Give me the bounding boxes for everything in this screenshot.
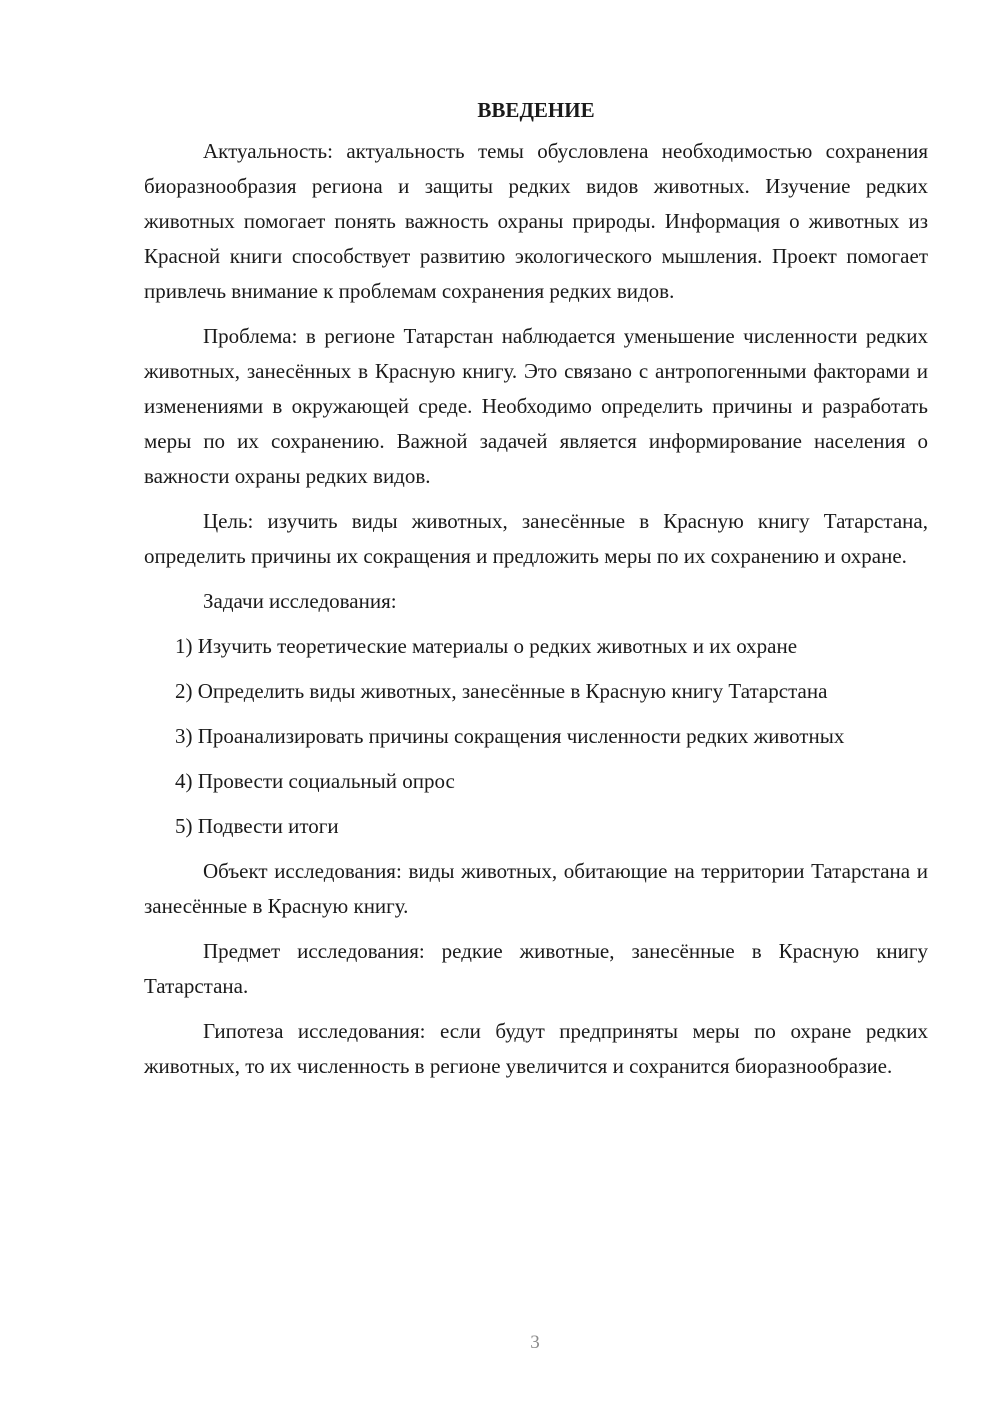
goal-paragraph: Цель: изучить виды животных, занесённые в Красную книгу Татарстана, определить причины их сокращения и предложить меры по их сохранению и охране. bbox=[144, 509, 928, 568]
problem-paragraph: Проблема: в регионе Татарстан наблюдается уменьшение численности редких животных, занесённых в Красную книгу. Это связано с антропогенными факторами и изменениями в окружающей среде. Необходимо определить причины и разработать меры по их сохранению. Важной задачей является информирование населения о важности охраны редких видов. bbox=[144, 324, 928, 488]
tasks-list bbox=[144, 629, 928, 844]
page-number: 3 bbox=[530, 1332, 540, 1353]
object-paragraph: Объект исследования: виды животных, обитающие на территории Татарстана и занесённые в Красную книгу. bbox=[144, 859, 928, 918]
task-item: 4) Провести социальный опрос bbox=[175, 769, 455, 793]
task-item: 2) Определить виды животных, занесённые в Красную книгу Татарстана bbox=[175, 679, 828, 703]
relevance-paragraph: Актуальность: актуальность темы обусловлена необходимостью сохранения биоразнообразия региона и защиты редких видов животных. Изучение редких животных помогает понять важность охраны природы. Информация о животных из Красной книги способствует развитию экологического мышления. Проект помогает привлечь внимание к проблемам сохранения редких видов. bbox=[144, 139, 928, 303]
document-page bbox=[144, 93, 928, 1094]
subject-paragraph: Предмет исследования: редкие животные, занесённые в Красную книгу Татарстана. bbox=[144, 939, 928, 998]
section-title: ВВЕДЕНИЕ bbox=[477, 98, 595, 122]
task-item: 1) Изучить теоретические материалы о редких животных и их охране bbox=[175, 634, 798, 658]
hypothesis-paragraph: Гипотеза исследования: если будут предприняты меры по охране редких животных, то их численность в регионе увеличится и сохранится биоразнообразие. bbox=[144, 1019, 928, 1078]
tasks-heading: Задачи исследования: bbox=[203, 589, 397, 613]
task-item: 5) Подвести итоги bbox=[175, 814, 339, 838]
task-item: 3) Проанализировать причины сокращения численности редких животных bbox=[175, 724, 845, 748]
